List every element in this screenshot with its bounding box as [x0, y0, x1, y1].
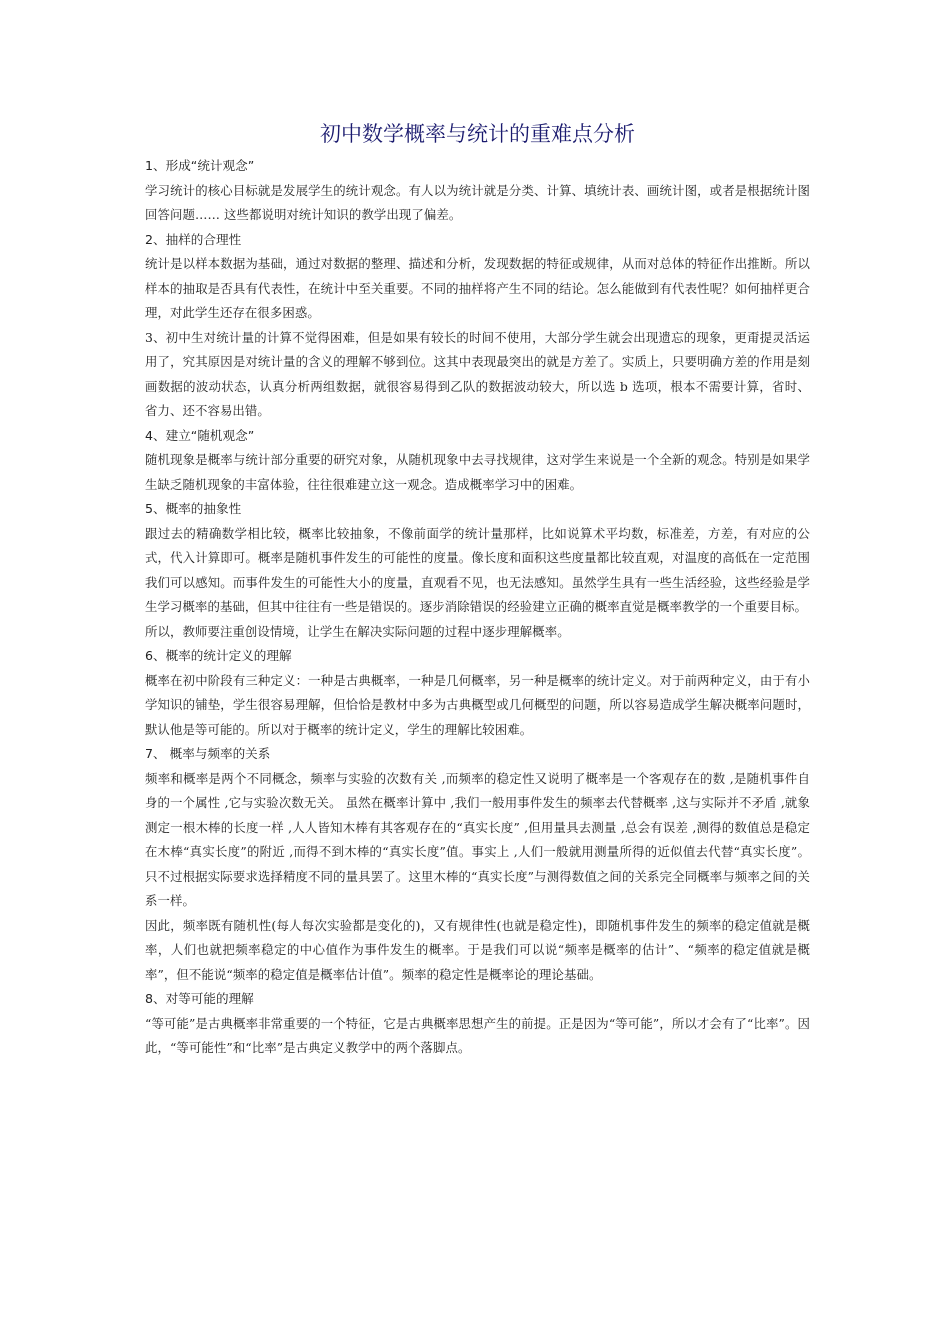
section-heading: 1、形成“统计观念” [145, 158, 255, 173]
section-paragraph: 随机现象是概率与统计部分重要的研究对象，从随机现象中去寻找规律，这对学生来说是一个全新的观念。特别是如果学生缺乏随机现象的丰富体验，往往很难建立这一观念。造成概率学习中的困难。 [145, 452, 810, 492]
section-3 [145, 326, 810, 424]
section-paragraph: 学习统计的核心目标就是发展学生的统计观念。有人以为统计就是分类、计算、填统计表、画统计图，或者是根据统计图回答问题…… 这些都说明对统计知识的教学出现了偏差。 [145, 182, 810, 222]
section-paragraph: “等可能”是古典概率非常重要的一个特征，它是古典概率思想产生的前提。正是因为“等可能”，所以才会有了“比率”。因此，“等可能性”和“比率”是古典定义教学中的两个落脚点。 [145, 1015, 810, 1055]
section-paragraph: 统计是以样本数据为基础，通过对数据的整理、描述和分析，发现数据的特征或规律，从而对总体的特征作出推断。所以样本的抽取是否具有代表性，在统计中至关重要。不同的抽样将产生不同的结论。怎么能做到有代表性呢？如何抽样更合理，对此学生还存在很多困惑。 [145, 256, 810, 320]
section-4 [145, 424, 810, 498]
section-paragraph: 3、初中生对统计量的计算不觉得困难，但是如果有较长的时间不使用，大部分学生就会出现遗忘的现象，更甭提灵活运用了，究其原因是对统计量的含义的理解不够到位。这其中表现最突出的就是方差了。实质上，只要明确方差的作用是刻画数据的波动状态，认真分析两组数据，就很容易得到乙队的数据波动较大，所以选 b 选项，根本不需要计算，省时、省力、还不容易出错。 [145, 329, 810, 418]
section-paragraph: 频率和概率是两个不同概念，频率与实验的次数有关 ,而频率的稳定性又说明了概率是一个客观存在的数 ,是随机事件自身的一个属性 ,它与实验次数无关。 虽然在概率计算中 ,我们一般用事件发生的频率去代替概率 ,这与实际并不矛盾 ,就象测定一根木棒的长度一样 ,人人皆知木棒有其客观存在的“真实长度” ,但用量具去测量 ,总会有误差 ,测得的数值总是稳定在木棒“真实长度”的附近 ,而得不到木棒的“真实长度”值。事实上 ,人们一般就用测量所得的近似值去代替“真实长度”。只不过根据实际要求选择精度不同的量具罢了。这里木棒的“真实长度”与测得数值之间的关系完全同概率与频率之间的关系一样。 [145, 770, 810, 908]
section-5 [145, 497, 810, 644]
section-paragraph: 因此，频率既有随机性(每人每次实验都是变化的)，又有规律性(也就是稳定性)，即随机事件发生的频率的稳定值就是概率，人们也就把频率稳定的中心值作为事件发生的概率。于是我们可以说“频率是概率的估计”、“频率的稳定值就是概率”，但不能说“频率的稳定值是概率估计值”。频率的稳定性是概率论的理论基础。 [145, 917, 810, 982]
section-heading: 7、 概率与频率的关系 [145, 746, 271, 761]
section-2 [145, 228, 810, 326]
section-heading: 6、概率的统计定义的理解 [145, 648, 292, 663]
section-heading: 5、概率的抽象性 [145, 501, 242, 516]
section-paragraph: 所以，教师要注重创设情境，让学生在解决实际问题的过程中逐步理解概率。 [145, 623, 570, 639]
section-heading: 8、对等可能的理解 [145, 991, 254, 1006]
section-8 [145, 987, 810, 1061]
section-heading: 4、建立“随机观念” [145, 427, 255, 443]
section-paragraph: 概率在初中阶段有三种定义：一种是古典概率，一种是几何概率，另一种是概率的统计定义。对于前两种定义，由于有小学知识的铺垫，学生很容易理解，但恰恰是教材中多为古典概型或几何概型的问题，所以容易造成学生解决概率问题时，默认他是等可能的。所以对于概率的统计定义，学生的理解比较困难。 [145, 672, 810, 737]
section-6 [145, 644, 810, 742]
document-page [145, 118, 810, 1061]
section-heading: 2、抽样的合理性 [145, 231, 242, 247]
section-7 [145, 742, 810, 987]
document-title: 初中数学概率与统计的重难点分析 [320, 122, 635, 146]
section-1 [145, 154, 810, 228]
section-paragraph: 跟过去的精确数学相比较，概率比较抽象，不像前面学的统计量那样，比如说算术平均数，标准差，方差，有对应的公式，代入计算即可。概率是随机事件发生的可能性的度量。像长度和面积这些度量都比较直观，对温度的高低在一定范围我们可以感知。而事件发生的可能性大小的度量，直观看不见，也无法感知。虽然学生具有一些生活经验，这些经验是学生学习概率的基础，但其中往往有一些是错误的。逐步消除错误的经验建立正确的概率直觉是概率教学的一个重要目标。 [145, 525, 810, 614]
